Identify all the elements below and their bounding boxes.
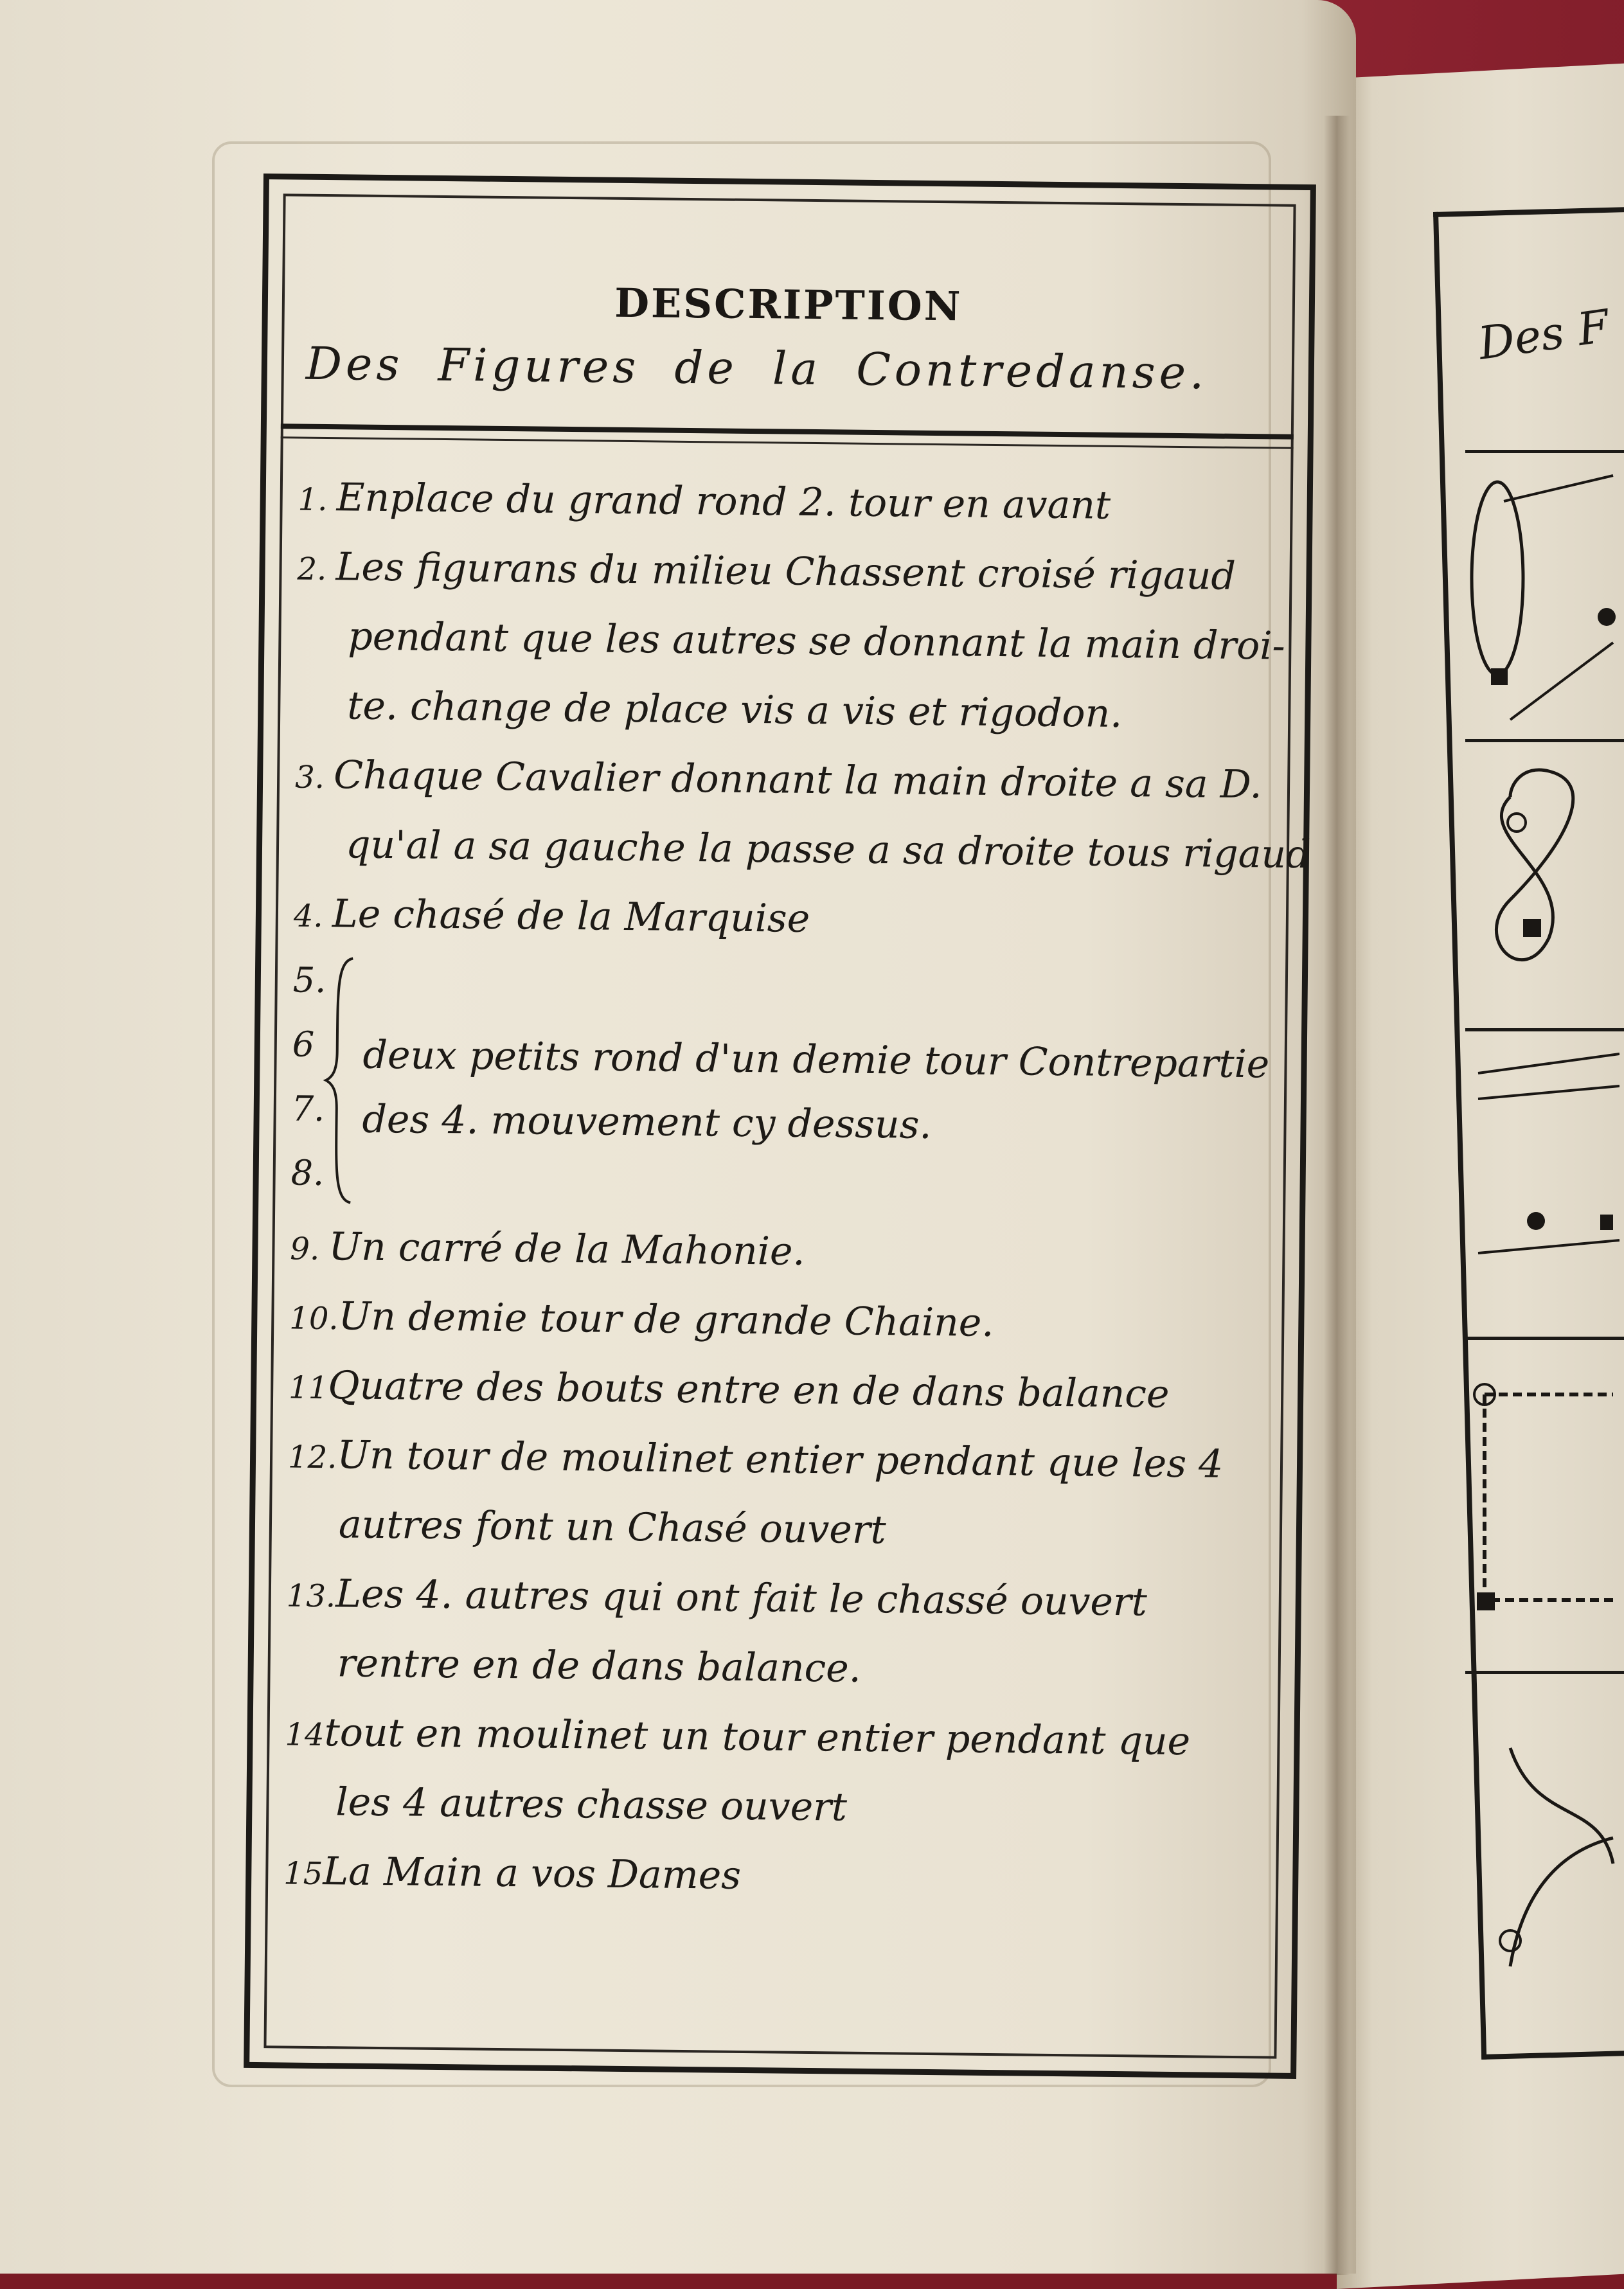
brace-text <box>362 1023 1270 1161</box>
list-item: deux petits rond d'un demie tour Contrepartie <box>362 1032 1270 1087</box>
list-item-continuation: qu'al a sa gauche la passe a sa droite tous rigaud <box>345 822 1311 878</box>
list-item: 13.Les 4. autres qui ont fait le chassé ouvert <box>286 1571 1148 1625</box>
figure-list <box>283 463 1311 1916</box>
brace-group <box>290 949 1283 1222</box>
dance-figure-diagram-icon <box>1459 463 1620 733</box>
dance-figure-loop-icon <box>1472 758 1620 990</box>
figure-cell-divider <box>1465 450 1624 453</box>
figure-cell-divider <box>1465 1028 1624 1031</box>
figure-cell-divider <box>1465 1671 1624 1674</box>
figure-cell-divider <box>1465 1337 1624 1340</box>
list-item: 15La Main a vos Dames <box>283 1849 742 1898</box>
list-item-continuation: te. change de place vis a vis et rigodon. <box>346 683 1123 737</box>
dance-figure-curve-icon <box>1472 1697 1620 1979</box>
dance-figure-square-icon <box>1472 1356 1620 1652</box>
list-item: 9. Un carré de la Mahonie. <box>290 1224 805 1274</box>
list-item: 2. Les figurans du milieu Chassent croisé rigaud <box>297 544 1236 599</box>
list-item: 11Quatre des bouts entre en de dans balance <box>288 1363 1170 1417</box>
list-item-continuation: pendant que les autres se donnant la main droi- <box>348 614 1286 669</box>
brace-number: 5. <box>292 959 326 1001</box>
book-gutter <box>1324 116 1350 2275</box>
list-item: 4. Le chasé de la Marquise <box>293 891 810 941</box>
dance-figure-lines-icon <box>1472 1047 1620 1305</box>
list-item-continuation: autres font un Chasé ouvert <box>338 1502 887 1553</box>
figure-cell-divider <box>1465 739 1624 742</box>
list-item-continuation: des 4. mouvement cy dessus. <box>362 1096 932 1148</box>
brace-number: 6 <box>292 1024 315 1065</box>
list-item: 14tout en moulinet un tour entier pendant que <box>285 1710 1191 1765</box>
description-frame <box>244 174 1316 2079</box>
page-title: DESCRIPTION <box>614 279 963 330</box>
brace-number: 7. <box>291 1088 325 1130</box>
list-item-continuation: les 4 autres chasse ouvert <box>335 1779 848 1830</box>
curly-brace-icon <box>321 955 356 1206</box>
list-item: 1. Enplace du grand rond 2. tour en avant <box>298 475 1111 528</box>
list-item: 12.Un tour de moulinet entier pendant que les 4 <box>287 1432 1224 1487</box>
list-item-continuation: rentre en de dans balance. <box>337 1641 862 1691</box>
brace-number: 8. <box>290 1152 325 1194</box>
list-item: 10.Un demie tour de grande Chaine. <box>289 1294 994 1346</box>
page-subtitle: Des Figures de la Contredanse. <box>305 337 1208 400</box>
list-item: 3. Chaque Cavalier donnant la main droite a sa D. <box>294 753 1263 808</box>
facing-page-title: Des F <box>1475 299 1613 370</box>
